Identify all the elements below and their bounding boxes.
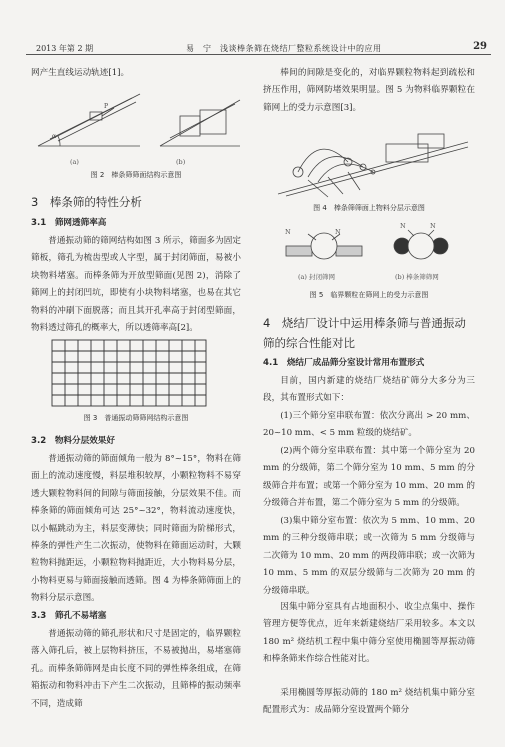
subsection-3-1-text: 普通振动筛的筛网结构如图 3 所示，筛面多为固定筛板，筛孔为梳齿型或人字型，属于封闭筛面，易被小块物料堵塞。而棒条筛为开放型筛面(见图 2)，消除了筛网上的封闭凹坑，即使有小块物料堵塞，也易在其它物料的冲刷下面脱落；而且其开孔率高于封闭型筛面，物料透过筛孔的概率大，所以透筛率高[2]。 bbox=[31, 236, 241, 334]
subsection-3-3-title: 3.3 筛孔不易堵塞 bbox=[31, 611, 107, 621]
figure-3-mesh bbox=[50, 338, 210, 410]
fig4-caption: 图 4 棒条筛筛面上物料分层示意图 bbox=[313, 204, 425, 212]
para-4-1-item-1: (1)三个筛分室串联布置：依次分离出 > 20 mm、20~10 mm、< 5 mm 粒级的烧结矿。 bbox=[263, 411, 475, 439]
svg-text:P: P bbox=[104, 103, 109, 110]
svg-text:α: α bbox=[52, 133, 57, 140]
fig3-caption: 图 3 普通振动筛筛网结构示意图 bbox=[83, 414, 189, 422]
left-top-line: 网产生直线运动轨迹[1]。 bbox=[31, 68, 130, 78]
para-4-1-item-2: (2)两个筛分室串联布置：其中第一个筛分室为 20 mm 的分级筛，第二个筛分室为 10 mm、5 mm 的分级筛合并布置；或第一个筛分室为 10 mm、20 mm 的分级筛合并布置，第二个筛分室为 5 mm 的分级筛。 bbox=[263, 446, 475, 509]
figure-2-drawing bbox=[30, 86, 245, 158]
fig2-label-b: (b) bbox=[176, 158, 186, 166]
fig5-force-n-3: N bbox=[400, 222, 406, 230]
figure-4-drawing bbox=[268, 122, 473, 200]
subsection-3-1-title: 3.1 筛网透筛率高 bbox=[31, 218, 107, 228]
running-title: 易 宁 浅谈棒条筛在烧结厂整粒系统设计中的应用 bbox=[186, 44, 382, 53]
fig5-caption: 图 5 临界颗粒在筛网上的受力示意图 bbox=[309, 291, 429, 299]
fig2-label-a: (a) bbox=[70, 158, 79, 166]
figure-5-drawing bbox=[278, 224, 468, 270]
fig5-sub-a: (a) 封闭筛网 bbox=[298, 273, 336, 281]
fig5-force-n-2: N bbox=[335, 228, 341, 236]
subsection-4-1-title: 4.1 烧结厂成品筛分室设计常用布置形式 bbox=[263, 358, 425, 368]
subsection-3-2-text: 普通振动筛的筛面倾角一般为 8°~15°，物料在筛面上的流动速度慢，料层堆积较厚，小颗粒物料不易穿透大颗粒物料间的间隙与筛面接触，分层效果不佳。而棒条筛的筛面倾角可达 25°~32°，物料流动速度快，以小幅跳动为主，料层变薄快；同时筛面为阶梯形式，棒条的弹性产生二次振动，使物料在筛面运动时，大颗粒物料抛距远，小颗粒物料抛距近，大小物料易分层，小物料更易与筛面接触而透筛。图 4 为棒条筛筛面上的物料分层示意图。 bbox=[31, 454, 241, 604]
fig5-sub-b: (b) 棒条筛筛网 bbox=[395, 273, 439, 281]
fig2-caption: 图 2 棒条筛筛面结构示意图 bbox=[90, 171, 182, 179]
section-3-title: 3 棒条筛的特性分析 bbox=[31, 195, 142, 209]
page-number: 29 bbox=[473, 41, 487, 52]
fig5-force-n-4: N bbox=[430, 222, 436, 230]
subsection-3-2-title: 3.2 物料分层效果好 bbox=[31, 436, 115, 446]
para-4-1-item-3: (3)集中筛分室布置：依次为 5 mm、10 mm、20 mm 的三种分级筛串联；或一次筛为 5 mm 分级筛与二次筛为 10 mm、20 mm 的两段筛串联；或一次筛为 10 mm、5 mm 的双层分级筛与二次筛为 20 mm 的分级筛串联。 bbox=[263, 516, 475, 596]
running-header bbox=[26, 39, 491, 55]
right-top-text: 棒间的间隙是变化的，对临界颗粒物料起到疏松和挤压作用，筛网防堵效果明显。图 5 为物料临界颗粒在筛网上的受力示意图[3]。 bbox=[263, 68, 475, 113]
subsection-3-3-text: 普通振动筛的筛孔形状和尺寸是固定的，临界颗粒落入筛孔后，被上层物料挤压，不易被抛出，易堵塞筛孔。而棒条筛筛网是由长度不同的弹性棒条组成，在筛箱振动和物料冲击下产生二次振动，且筛棒的振动频率不同，造成筛 bbox=[31, 629, 241, 709]
para-4-1-summary: 因集中筛分室具有占地面积小、收尘点集中、操作管理方便等优点，近年来新建烧结厂采用较多。本文以 180 m² 烧结机工程中集中筛分室使用椭圆等厚振动筛和棒条筛来作综合性能对比。 bbox=[263, 602, 475, 665]
para-4-1-intro: 目前，国内新建的烧结厂烧结矿筛分大多分为三段，其布置形式如下： bbox=[263, 376, 475, 404]
fig5-force-n-1: N bbox=[285, 228, 291, 236]
section-4-title: 4 烧结厂设计中运用棒条筛与普通振动筛的综合性能对比 bbox=[263, 316, 466, 350]
para-4-1-config: 采用椭圆等厚振动筛的 180 m² 烧结机集中筛分室配置形式为：成品筛分室设置两个筛分 bbox=[263, 688, 475, 716]
issue-label: 2013 年第 2 期 bbox=[36, 44, 94, 53]
